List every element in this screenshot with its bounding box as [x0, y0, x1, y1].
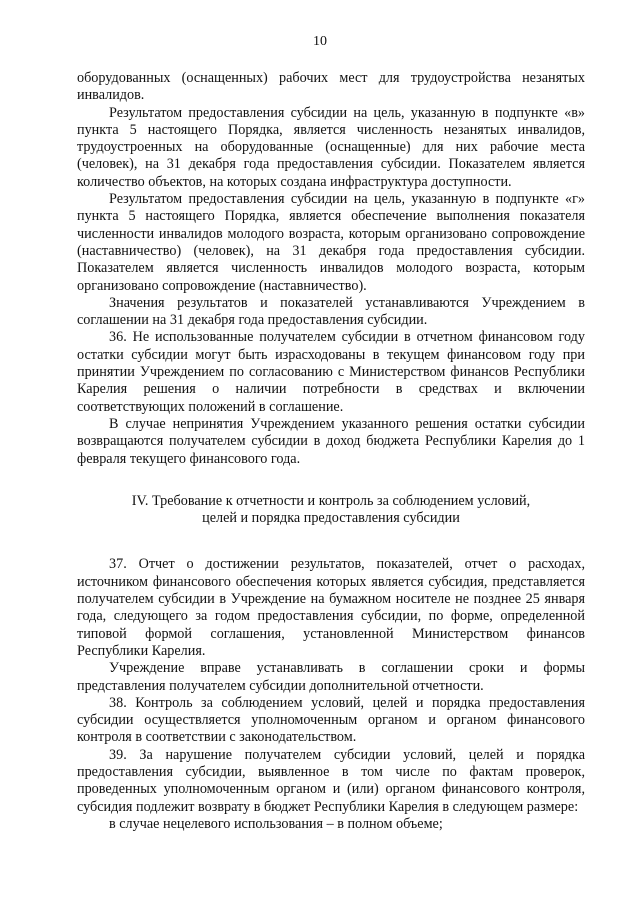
paragraph-37: 37. Отчет о достижении результатов, показателей, отчет о расходах, источником финансового обеспечения которых является субсидия, представляется получателем субсидии в Учреждение на бумажном носителе не позднее 25 января года, следующего за годом предоставления субсидии, по форме, определенной типовой формой соглашения, установленной Министерством финансов Республики Карелия.: [77, 556, 585, 659]
document-body: [77, 70, 585, 833]
page-number: 10: [313, 34, 327, 49]
section-heading: [77, 493, 585, 528]
paragraph-additional-reporting: Учреждение вправе устанавливать в соглашении сроки и формы представления получателем субсидии дополнительной отчетности.: [77, 660, 585, 694]
paragraph-values: Значения результатов и показателей устанавливаются Учреждением в соглашении на 31 декабря года предоставления субсидии.: [77, 294, 585, 329]
paragraph-result-g: Результатом предоставления субсидии на цель, указанную в подпункте «г» пункта 5 настоящего Порядка, является обеспечение выполнения показателя численности инвалидов молодого возраста, которым организовано сопровождение (наставничество) (человек), на 31 декабря года предоставления субсидии. Показателем является численность инвалидов молодого возраста, которым организовано сопровождение (наставничество).: [77, 191, 585, 294]
paragraph-result-v: Результатом предоставления субсидии на цель, указанную в подпункте «в» пункта 5 настоящего Порядка, является численность незанятых инвалидов, трудоустроенных на оборудованные (оснащенные) для них рабочие места (человек), на 31 декабря года предоставления субсидии. Показателем является количество объектов, на которых создана инфраструктура доступности.: [77, 104, 585, 190]
section-heading-line-2: целей и порядка предоставления субсидии: [202, 510, 460, 527]
paragraph-38: 38. Контроль за соблюдением условий, целей и порядка предоставления субсидии осуществляется уполномоченным органом и органом финансового контроля в соответствии с законодательством.: [77, 694, 585, 746]
section-heading-line-1: IV. Требование к отчетности и контроль за соблюдением условий,: [131, 492, 531, 509]
paragraph-continuation: оборудованных (оснащенных) рабочих мест для трудоустройства незанятых инвалидов.: [77, 70, 585, 104]
paragraph-misuse: в случае нецелевого использования – в полном объеме;: [109, 815, 443, 832]
paragraph-36: 36. Не использованные получателем субсидии в отчетном финансовом году остатки субсидии могут быть израсходованы в текущем финансовом году при принятии Учреждением по согласованию с Министерством финансов Республики Карелия решения о наличии потребности в средствах и включении соответствующих положений в соглашение.: [77, 329, 585, 415]
paragraph-return-remainder: В случае непринятия Учреждением указанного решения остатки субсидии возвращаются получателем субсидии в доход бюджета Республики Карелия до 1 февраля текущего финансового года.: [77, 415, 585, 467]
paragraph-39: 39. За нарушение получателем субсидии условий, целей и порядка предоставления субсидии, выявленное в том числе по фактам проверок, проведенных уполномоченным органом и (или) органом финансового контроля, субсидия подлежит возврату в бюджет Республики Карелия в следующем размере:: [77, 746, 585, 815]
